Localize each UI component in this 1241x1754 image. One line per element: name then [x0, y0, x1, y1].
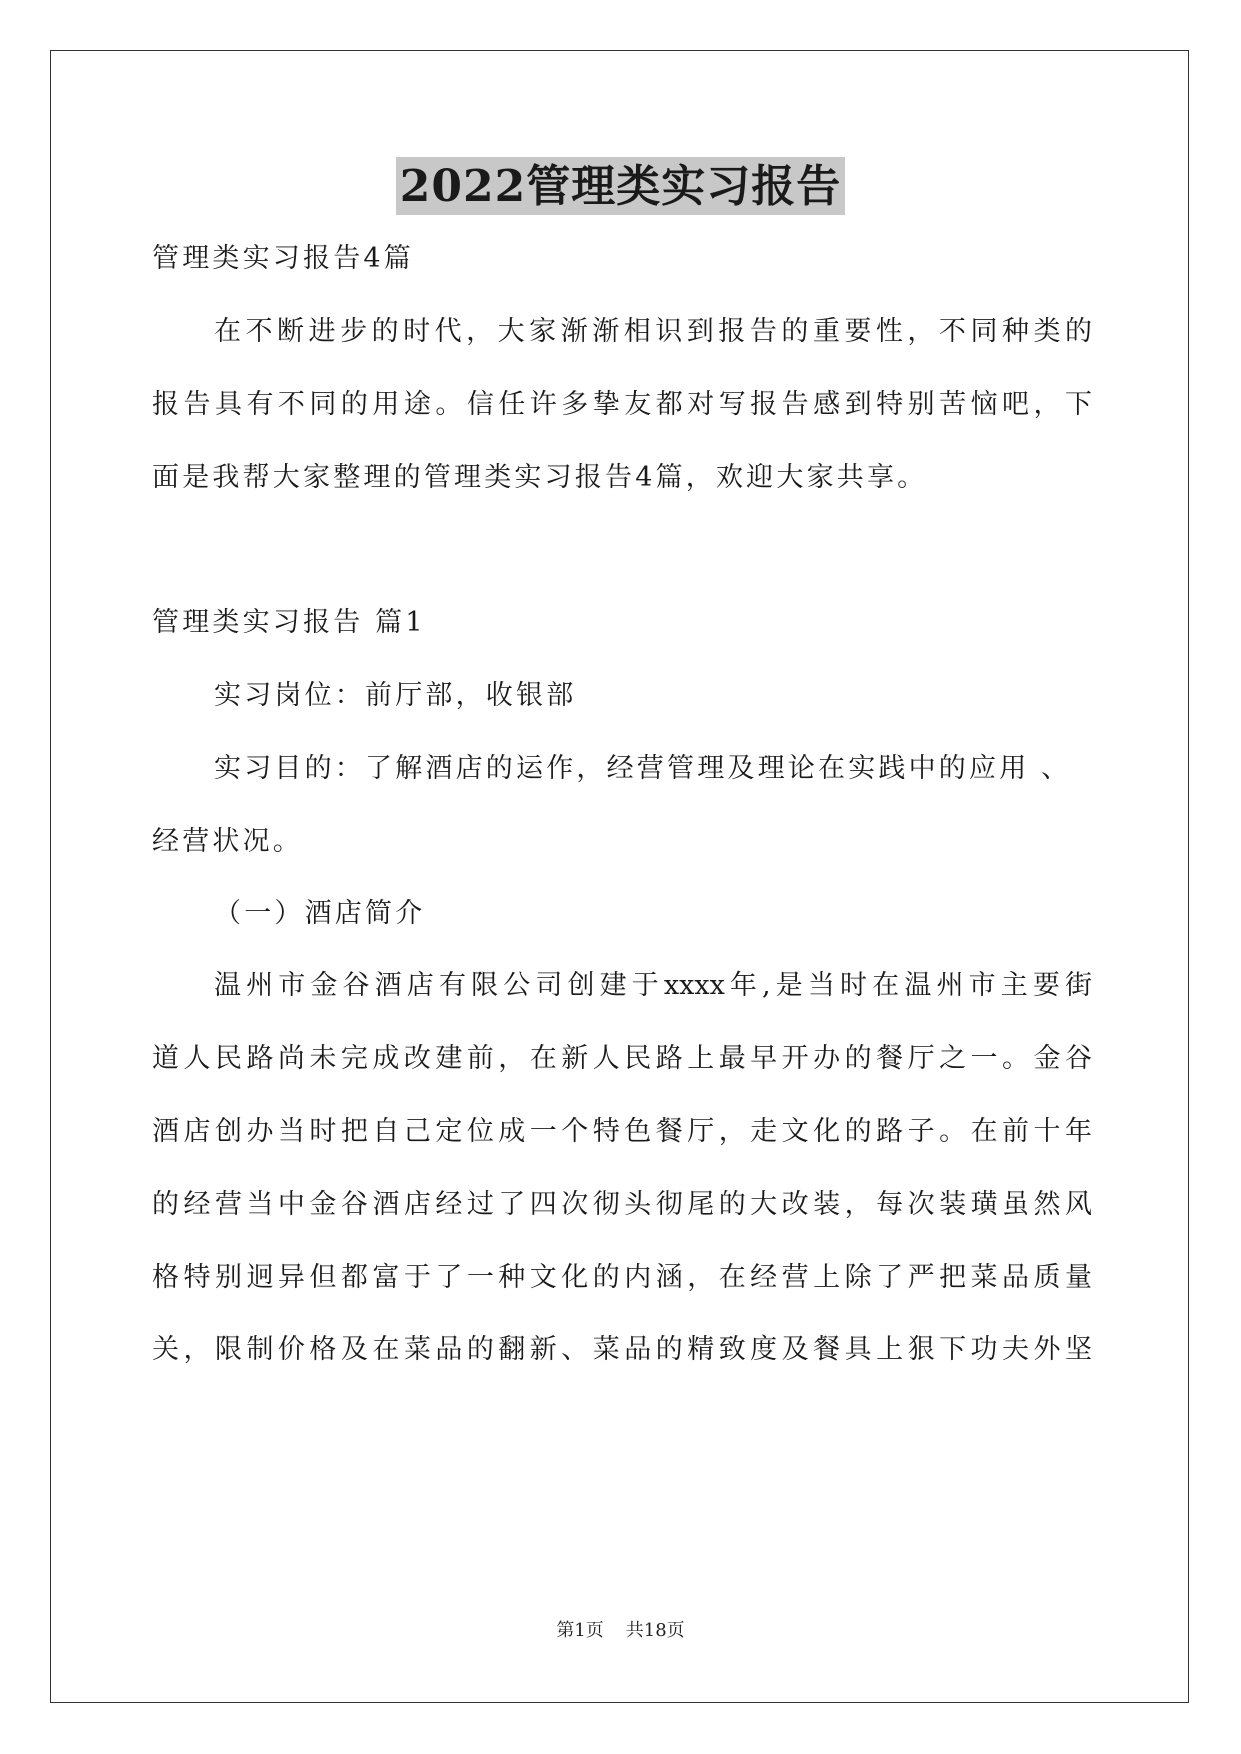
body-line-4: 的经营当中金谷酒店经过了四次彻头彻尾的大改装，每次装璜虽然风 [152, 1189, 1092, 1220]
document-title-block [0, 157, 1241, 215]
sub-heading: （一）酒店简介 [214, 898, 426, 929]
intro-line-1: 在不断进步的时代，大家渐渐相识到报告的重要性，不同种类的 [214, 316, 1092, 347]
page-number: 第1页 [556, 1620, 604, 1641]
document-subtitle: 管理类实习报告4篇 [152, 243, 414, 274]
page-border [50, 50, 1189, 1703]
intro-line-3: 面是我帮大家整理的管理类实习报告4篇，欢迎大家共享。 [152, 462, 928, 493]
purpose-line-2: 经营状况。 [152, 826, 303, 857]
body-line-1: 温州市金谷酒店有限公司创建于xxxx年,是当时在温州市主要街 [214, 970, 1092, 1001]
purpose-line-1: 实习目的：了解酒店的运作，经营管理及理论在实践中的应用 、 [214, 753, 1072, 784]
section-heading: 管理类实习报告 篇1 [152, 607, 426, 638]
intro-line-2: 报告具有不同的用途。信任许多挚友都对写报告感到特别苦恼吧，下 [152, 389, 1092, 420]
body-line-3: 酒店创办当时把自己定位成一个特色餐厅，走文化的路子。在前十年 [152, 1116, 1092, 1147]
body-line-2: 道人民路尚未完成改建前，在新人民路上最早开办的餐厅之一。金谷 [152, 1043, 1092, 1074]
document-title: 2022管理类实习报告 [396, 157, 845, 215]
page-footer [0, 1622, 1241, 1640]
body-line-6: 关，限制价格及在菜品的翻新、菜品的精致度及餐具上狠下功夫外坚 [152, 1334, 1092, 1365]
page-total: 共18页 [625, 1620, 685, 1641]
body-line-5: 格特别迥异但都富于了一种文化的内涵，在经营上除了严把菜品质量 [152, 1262, 1092, 1293]
position-line: 实习岗位：前厅部，收银部 [214, 680, 577, 711]
